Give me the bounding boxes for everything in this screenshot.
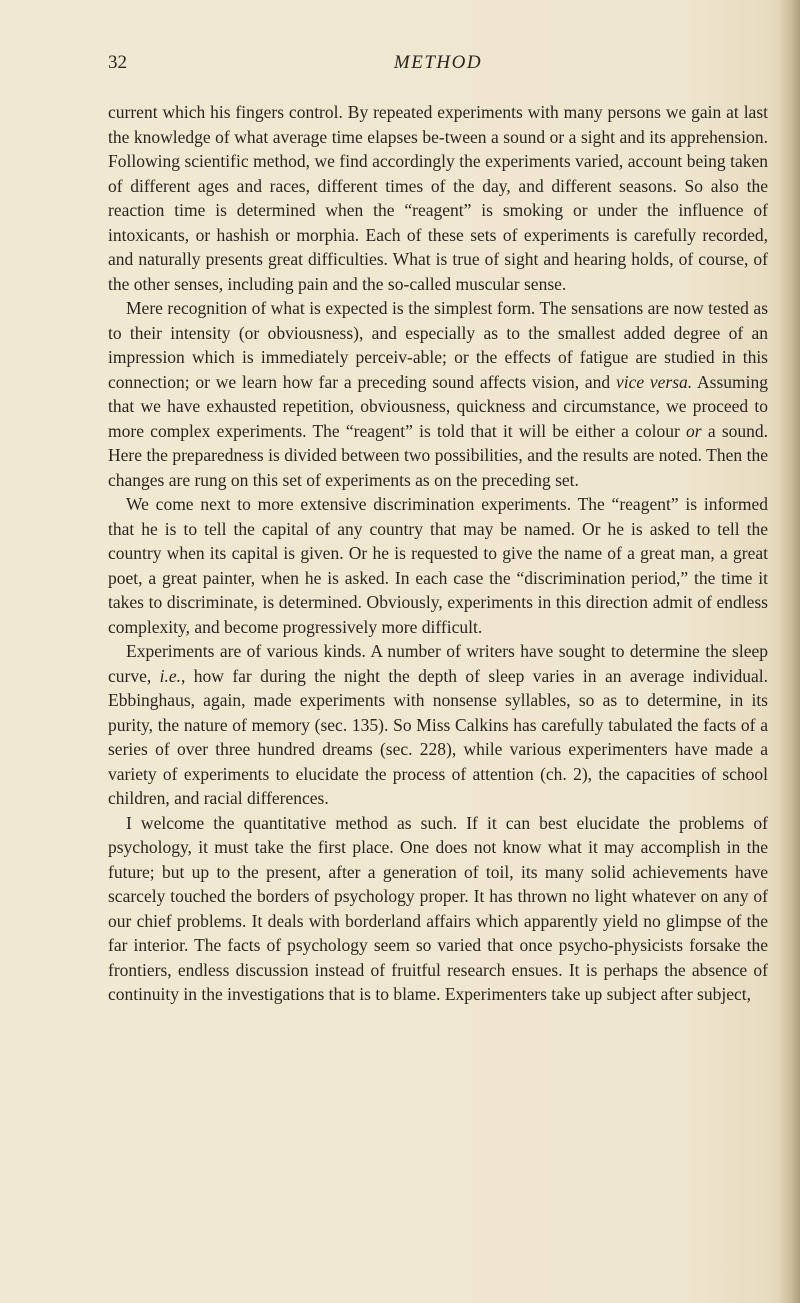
page-edge-shadow (778, 0, 800, 1303)
page-number: 32 (108, 52, 127, 73)
paragraph-1: current which his fingers control. By repeated experiments with many persons we gain at last the knowledge of what average time elapses be-tween a sound or a sight and its apprehension. Following scientific method, we find accordingly the experiments varied, account being taken of different ages and races, different times of the day, and different seasons. So also the reaction time is determined when the “reagent” is smoking or under the influence of intoxicants, or hashish or morphia. Each of these sets of experiments is carefully recorded, and naturally presents great difficulties. What is true of sight and hearing holds, of course, of the other senses, including pain and the so-called muscular sense. (108, 102, 768, 294)
paragraph-4-italic-1: i.e. (159, 665, 182, 686)
paragraph-4-part-2: , how far during the night the depth of sleep varies in an average individual. Ebbinghaus, again, made experiments with nonsense syllables, so as to determine, in its purity, the nature of memory (sec. 135). So Miss Calkins has carefully tabulated the facts of a series of over three hundred dreams (sec. 228), while various experimenters have made a variety of experiments to elucidate the process of attention (ch. 2), the capacities of school children, and racial differences. (108, 665, 768, 808)
paragraph-2-part-1: Mere recognition of what is expected is the simplest form. The sensations are now tested as to their intensity (or obviousness), and especially as to the smallest added degree of an impression which is immediately perceiv-able; or the effects of fatigue are studied in this connection; or we learn how far a preceding sound affects vision, and (108, 298, 768, 392)
paragraph-5: I welcome the quantitative method as such. If it can best elucidate the problems of psychology, it must take the first place. One does not know what it may accomplish in the future; but up to the present, after a generation of toil, its many solid achievements have scarcely touched the borders of psychology proper. It has thrown no light whatever on any of our chief problems. It deals with borderland affairs which apparently yield no glimpse of the far interior. The facts of psychology seem so varied that once psycho-physicists forsake the frontiers, endless discussion instead of fruitful research ensues. It is perhaps the absence of continuity in the investigations that is to blame. Experimenters take up subject after subject, (108, 812, 768, 1004)
running-head: METHOD (393, 52, 483, 73)
paragraph-2-italic-2: or (686, 420, 702, 441)
paragraph-4-part-1: Experiments are of various kinds. A number of writers have sought to determine the sleep curve, (108, 641, 768, 686)
paragraph-2-part-3: a sound. Here the preparedness is divided between two possibilities, and the results are noted. Then the changes are rung on this set of experiments as on the preceding set. (108, 420, 769, 490)
paragraph-4 (108, 639, 768, 811)
paragraph-3: We come next to more extensive discrimination experiments. The “reagent” is informed that he is to tell the capital of any country that may be named. Or he is asked to tell the country when its capital is given. Or he is requested to give the name of a great man, a great poet, a great painter, when he is asked. In each case the “discrimination period,” the time it takes to discriminate, is determined. Obviously, experiments in this direction admit of endless complexity, and become progressively more difficult. (108, 494, 768, 637)
paragraph-2-italic-1: vice versa. (615, 371, 693, 392)
paragraph-2-part-2: Assuming that we have exhausted repetition, obviousness, quickness and circumstance, we proceed to more complex experiments. The “reagent” is told that it will be either a colour (108, 371, 768, 441)
paragraph-2 (108, 296, 768, 492)
body-text (108, 100, 768, 1007)
page-header (108, 52, 768, 82)
